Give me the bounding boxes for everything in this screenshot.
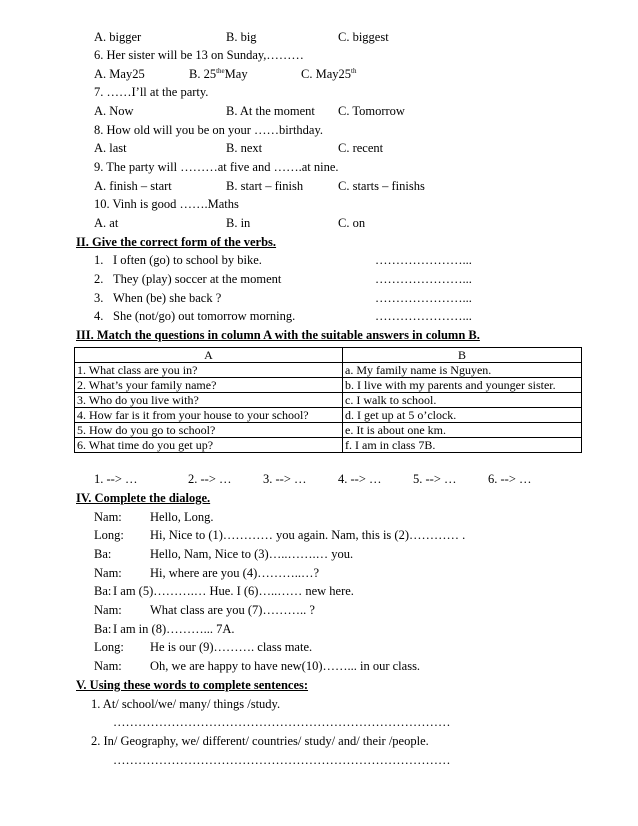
q10-stem: 10. Vinh is good …….Maths [94, 197, 239, 211]
match-answer-slot[interactable]: 1. --> … [94, 472, 138, 486]
dialogue-speaker: Nam: [94, 510, 122, 524]
section-5-heading: V. Using these words to complete sentences: [76, 678, 309, 692]
dialogue-speaker: Long: [94, 640, 124, 654]
verb-item-text: She (not/go) out tomorrow morning. [113, 309, 296, 323]
table-row [75, 423, 582, 438]
question-cell: 6. What time do you get up? [75, 438, 343, 453]
question-cell: 1. What class are you in? [75, 363, 343, 378]
dialogue-line: Hi, Nice to (1)………… you again. Nam, this is (2)………… . [150, 528, 466, 542]
table-row [75, 438, 582, 453]
verb-item-text: When (be) she back ? [113, 291, 222, 305]
verb-item-num: 1. [94, 253, 104, 267]
question-cell: 3. Who do you live with? [75, 393, 343, 408]
q10-option-c: C. on [338, 216, 366, 230]
q9-option-a: A. finish – start [94, 179, 172, 193]
dialogue-speaker: Ba: [94, 547, 112, 561]
verb-item-num: 3. [94, 291, 104, 305]
column-a-header: A [75, 348, 343, 363]
q9-option-b: B. start – finish [226, 179, 304, 193]
sentence-answer-line[interactable]: ……………………………………………………………………… [113, 715, 451, 729]
dialogue-speaker: Nam: [94, 659, 122, 673]
q6-stem: 6. Her sister will be 13 on Sunday,……… [94, 48, 304, 62]
answer-cell: b. I live with my parents and younger sister. [343, 378, 582, 393]
q5-option-a: A. bigger [94, 30, 142, 44]
verb-item-text: I often (go) to school by bike. [113, 253, 262, 267]
answer-cell: e. It is about one km. [343, 423, 582, 438]
verb-item-num: 2. [94, 272, 104, 286]
match-answer-slot[interactable]: 4. --> … [338, 472, 382, 486]
question-cell: 4. How far is it from your house to your school? [75, 408, 343, 423]
table-row [75, 363, 582, 378]
dialogue-line: I am in (8)………... 7A. [113, 622, 235, 636]
q6-option-b: B. $25^{the}May$ [189, 66, 248, 81]
question-cell: 5. How do you go to school? [75, 423, 343, 438]
dialogue-line: Hello, Nam, Nice to (3)…..…….… you. [150, 547, 354, 561]
dialogue-speaker: Ba: [94, 584, 112, 598]
verb-item-num: 4. [94, 309, 104, 323]
q7-option-c: C. Tomorrow [338, 104, 405, 118]
q5-option-c: C. biggest [338, 30, 389, 44]
table-row [75, 393, 582, 408]
section-4-heading: IV. Complete the dialoge. [76, 491, 211, 505]
match-answer-slot[interactable]: 2. --> … [188, 472, 232, 486]
section-2-heading: II. Give the correct form of the verbs. [76, 235, 277, 249]
column-b-header: B [343, 348, 582, 363]
table-row [75, 408, 582, 423]
section-3-heading: III. Match the questions in column A with the suitable answers in column B. [76, 328, 480, 342]
q8-option-b: B. next [226, 141, 263, 155]
dialogue-line: What class are you (7)……….. ? [150, 603, 315, 617]
dialogue-speaker: Long: [94, 528, 124, 542]
q7-stem: 7. ……I’ll at the party. [94, 85, 209, 99]
q7-option-a: A. Now [94, 104, 134, 118]
sentence-prompt: 1. At/ school/we/ many/ things /study. [91, 697, 281, 711]
verb-answer-blank[interactable]: …………………... [375, 253, 472, 267]
question-cell: 2. What’s your family name? [75, 378, 343, 393]
table-row [75, 378, 582, 393]
verb-answer-blank[interactable]: …………………... [375, 291, 472, 305]
q5-option-b: B. big [226, 30, 257, 44]
match-answer-slot[interactable]: 5. --> … [413, 472, 457, 486]
q8-option-a: A. last [94, 141, 127, 155]
answer-cell: f. I am in class 7B. [343, 438, 582, 453]
verb-answer-blank[interactable]: …………………... [375, 309, 472, 323]
answer-cell: d. I get up at 5 o’clock. [343, 408, 582, 423]
dialogue-line: I am (5)……….… Hue. I (6)…..…… new here. [113, 584, 354, 598]
q10-option-a: A. at [94, 216, 119, 230]
q9-option-c: C. starts – finishs [338, 179, 425, 193]
dialogue-speaker: Nam: [94, 603, 122, 617]
table-header-row [75, 348, 582, 363]
q10-option-b: B. in [226, 216, 251, 230]
q8-stem: 8. How old will you be on your ……birthday. [94, 123, 324, 137]
sentence-answer-line[interactable]: ……………………………………………………………………… [113, 753, 451, 767]
dialogue-speaker: Nam: [94, 566, 122, 580]
dialogue-line: Hello, Long. [150, 510, 214, 524]
dialogue-line: He is our (9)………. class mate. [150, 640, 313, 654]
q8-option-c: C. recent [338, 141, 384, 155]
sentence-prompt: 2. In/ Geography, we/ different/ countries/ study/ and/ their /people. [91, 734, 429, 748]
q6-option-a: A. May25 [94, 67, 145, 81]
dialogue-speaker: Ba: [94, 622, 112, 636]
answer-cell: a. My family name is Nguyen. [343, 363, 582, 378]
q6-option-c: C. May25th [301, 66, 357, 81]
answer-cell: c. I walk to school. [343, 393, 582, 408]
matching-table [74, 347, 582, 453]
match-answer-slot[interactable]: 3. --> … [263, 472, 307, 486]
dialogue-line: Hi, where are you (4)………..…? [150, 566, 320, 580]
q9-stem: 9. The party will ………at five and …….at nine. [94, 160, 339, 174]
match-answer-slot[interactable]: 6. --> … [488, 472, 532, 486]
q7-option-b: B. At the moment [226, 104, 315, 118]
verb-answer-blank[interactable]: …………………... [375, 272, 472, 286]
verb-item-text: They (play) soccer at the moment [113, 272, 282, 286]
dialogue-line: Oh, we are happy to have new(10)……... in our class. [150, 659, 421, 673]
